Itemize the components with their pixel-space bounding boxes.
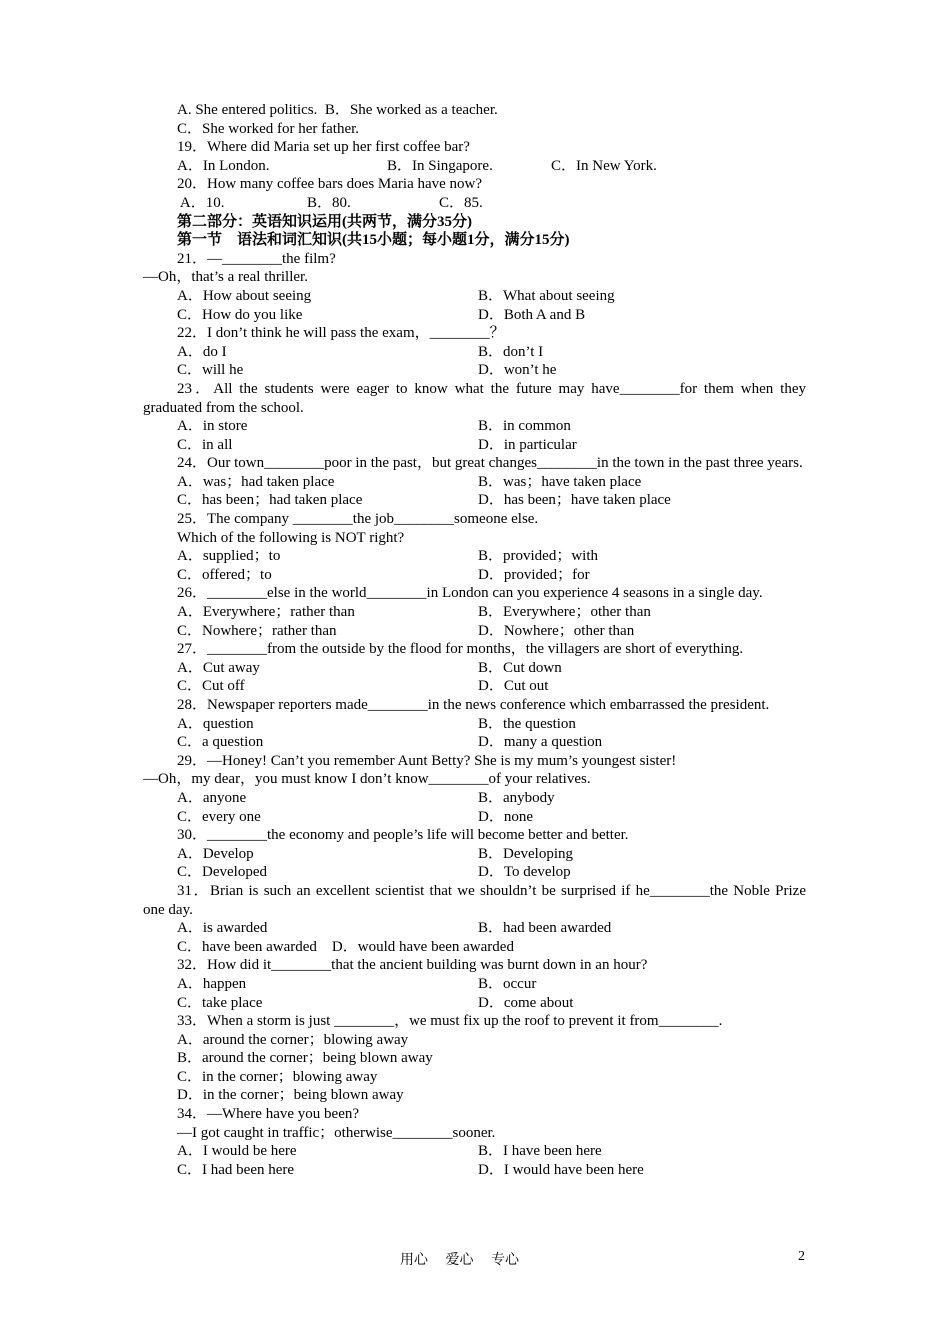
q30-options-row1 [143,845,806,864]
q30-option-b: B．Developing [478,845,573,862]
q32-option-b: B．occur [478,975,537,992]
q34-reply: —I got caught in traffic；otherwise________sooner. [177,1124,496,1141]
q22-option-b: B．don’t I [478,343,544,360]
footer-motto: 用心 爱心 专心 [400,1253,519,1268]
q28-option-a: A．question [177,715,254,732]
q32-option-a: A．happen [177,975,247,992]
q26-options-row2 [143,622,806,641]
q24-options-row1 [143,473,806,492]
q27-stem: 27．________from the outside by the flood for months，the villagers are short of everything. [177,641,744,658]
q27-option-a: A．Cut away [177,659,260,676]
q25-options-row1 [143,547,806,566]
q33-option-c: C．in the corner；blowing away [177,1068,378,1085]
q34-options-row1 [143,1142,806,1161]
q22-stem: 22．I don’t think he will pass the exam，________？ [177,325,505,342]
q29-reply: —Oh，my dear，you must know I don’t know________of your relatives. [143,771,591,788]
q28-options-row2 [143,733,806,752]
q32-stem: 32．How did it________that the ancient building was burnt down in an hour? [177,957,648,974]
q32-option-c: C．take place [177,994,263,1011]
q18-options-line2: C．She worked for her father. [177,120,360,137]
q21-option-c: C．How do you like [177,306,303,323]
q31-options-row1 [143,919,806,938]
q21-stem: 21．—________the film? [177,250,336,267]
q19-options [143,157,806,176]
q25-option-d: D．provided；for [478,566,590,583]
q30-options-row2 [143,863,806,882]
q27-options-row2 [143,677,806,696]
q20-option-b: B．80. [307,194,351,211]
q34-options-row2 [143,1161,806,1180]
q26-stem: 26．________else in the world________in London can you experience 4 seasons in a single day. [177,585,763,602]
q20-options [143,194,806,213]
q32-options-row2 [143,994,806,1013]
q21-option-a: A．How about seeing [177,287,312,304]
q18-options-line1: A. She entered politics. B．She worked as a teacher. [177,102,498,118]
document-body [143,101,806,1179]
q22-option-d: D．won’t he [478,362,557,379]
q29-option-a: A．anyone [177,789,247,806]
q24-options-row2 [143,491,806,510]
q29-options-row2 [143,808,806,827]
q29-option-b: B．anybody [478,789,555,806]
q24-option-c: C．has been；had taken place [177,492,363,509]
q23-option-b: B．in common [478,418,571,435]
q26-option-c: C．Nowhere；rather than [177,622,337,639]
page-number: 2 [798,1249,805,1264]
q31-option-b: B．had been awarded [478,920,612,937]
q23-stem: 23．All the students were eager to know what the future may have________for them when they graduated from the school. [143,380,806,416]
q19-stem: 19．Where did Maria set up her first coffee bar? [177,139,470,156]
q21-option-d: D．Both A and B [478,306,586,323]
q33-option-d: D．in the corner；being blown away [177,1087,404,1104]
q19-option-c: C．In New York. [551,157,657,174]
q33-stem: 33．When a storm is just ________，we must fix up the roof to prevent it from________. [177,1013,723,1030]
q26-options-row1 [143,603,806,622]
q28-stem: 28．Newspaper reporters made________in the news conference which embarrassed the president. [177,697,770,713]
q34-option-b: B．I have been here [478,1143,602,1160]
q26-option-d: D．Nowhere；other than [478,622,635,639]
q25-stem: 25．The company ________the job________someone else. [177,511,539,528]
q25-option-b: B．provided；with [478,548,598,565]
q25-option-c: C．offered；to [177,566,272,583]
q21-option-b: B．What about seeing [478,287,615,304]
q29-option-d: D．none [478,808,533,825]
q32-option-d: D．come about [478,994,574,1011]
q21-options-row1 [143,287,806,306]
q33-option-b: B．around the corner；being blown away [177,1050,433,1067]
q30-option-d: D．To develop [478,864,571,881]
q29-option-c: C．every one [177,808,261,825]
q24-option-d: D．has been；have taken place [478,492,671,509]
section2-subtitle: 第一节 语法和词汇知识(共15小题；每小题1分，满分15分) [177,232,570,249]
q33-option-a: A．around the corner；blowing away [177,1031,409,1048]
q31-option-a: A．is awarded [177,920,268,937]
q27-option-b: B．Cut down [478,659,562,676]
q29-options-row1 [143,789,806,808]
q24-stem: 24．Our town________poor in the past，but great changes________in the town in the past three years. [177,455,803,472]
q23-option-a: A．in store [177,418,248,435]
q23-options-row1 [143,417,806,436]
q25-subquestion: Which of the following is NOT right? [177,529,405,546]
q28-option-b: B．the question [478,715,576,732]
q27-option-d: D．Cut out [478,678,549,695]
q25-options-row2 [143,566,806,585]
q24-option-b: B．was；have taken place [478,473,642,490]
q22-option-a: A．do I [177,343,227,360]
q34-option-d: D．I would have been here [478,1161,644,1178]
q22-options-row2 [143,361,806,380]
q30-option-a: A．Develop [177,845,254,862]
q26-option-b: B．Everywhere；other than [478,604,651,621]
q34-option-a: A．I would be here [177,1143,297,1160]
q34-option-c: C．I had been here [177,1161,295,1178]
q19-option-a: A．In London. [177,157,270,174]
q24-option-a: A．was；had taken place [177,473,335,490]
section2-title: 第二部分：英语知识运用(共两节，满分35分) [177,213,472,230]
q30-stem: 30．________the economy and people’s life will become better and better. [177,827,629,844]
q28-options-row1 [143,715,806,734]
q31-stem: 31．Brian is such an excellent scientist that we shouldn’t be surprised if he________the Noble Prize one day. [143,882,806,918]
q26-option-a: A．Everywhere；rather than [177,604,355,621]
q31-options-row2: C．have been awarded D．would have been awarded [177,938,514,955]
q29-stem: 29．—Honey! Can’t you remember Aunt Betty? She is my mum’s youngest sister! [177,752,677,769]
q19-option-b: B．In Singapore. [387,157,493,174]
q22-options-row1 [143,343,806,362]
q28-option-c: C．a question [177,734,264,751]
q27-options-row1 [143,659,806,678]
q23-option-d: D．in particular [478,436,577,453]
q22-option-c: C．will he [177,362,244,379]
q20-option-c: C．85. [439,194,483,211]
q25-option-a: A．supplied；to [177,548,281,565]
q20-stem: 20．How many coffee bars does Maria have now? [177,176,483,193]
q21-reply: —Oh，that’s a real thriller. [143,269,308,286]
q23-options-row2 [143,436,806,455]
q20-option-a: A．10. [177,194,225,211]
q30-option-c: C．Developed [177,864,267,881]
q32-options-row1 [143,975,806,994]
q27-option-c: C．Cut off [177,678,245,695]
q23-option-c: C．in all [177,436,233,453]
q21-options-row2 [143,306,806,325]
q34-stem: 34．—Where have you been? [177,1106,360,1123]
q28-option-d: D．many a question [478,734,603,751]
